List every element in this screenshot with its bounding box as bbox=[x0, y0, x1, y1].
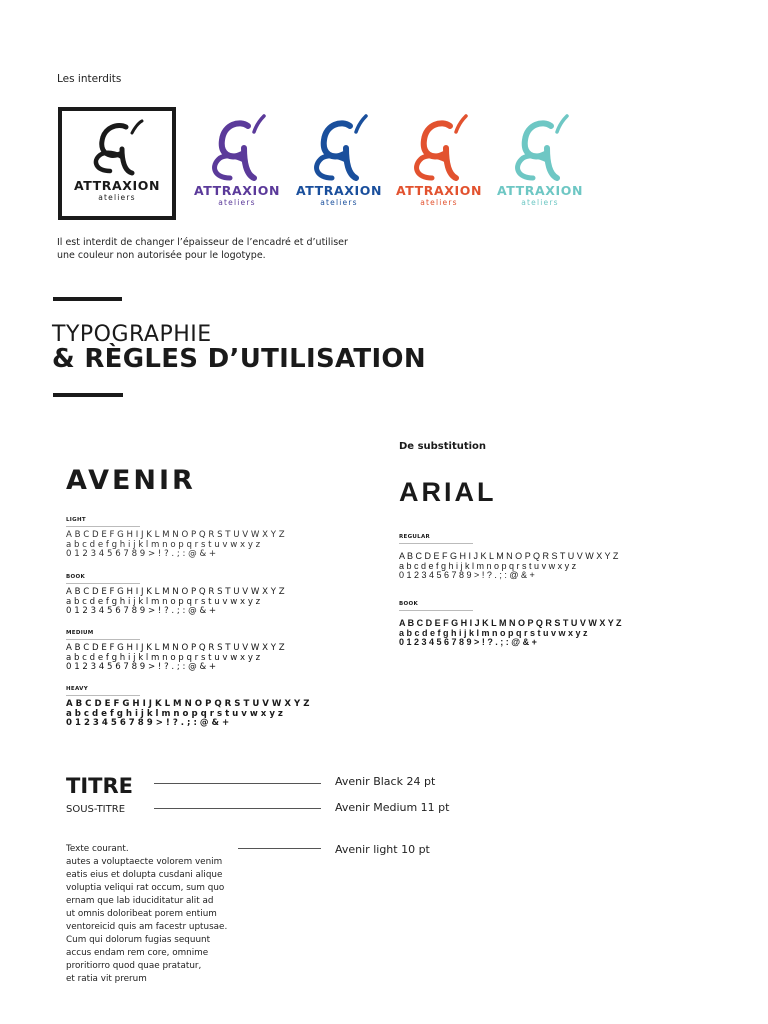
body-line: voluptia veliqui rat occum, sum quo bbox=[66, 883, 225, 893]
weight-label: MEDIUM bbox=[66, 629, 140, 640]
logo-teal bbox=[490, 112, 590, 207]
titre-leader-line bbox=[154, 783, 321, 784]
body-line: Texte courant. bbox=[66, 844, 129, 854]
sous-titre-spec: Avenir Medium 11 pt bbox=[335, 801, 450, 814]
specimen-digits: 0 1 2 3 4 5 6 7 8 9 > ! ? . ; : @ & + bbox=[399, 570, 535, 580]
interdits-rule-text bbox=[57, 236, 387, 262]
specimen-arial-regular bbox=[399, 533, 618, 581]
titre-spec: Avenir Black 24 pt bbox=[335, 775, 436, 788]
logo-a-icon bbox=[82, 119, 152, 177]
body-line: proritiorro quod quae pratatur, bbox=[66, 961, 202, 971]
body-line: autes a voluptaecte volorem venim bbox=[66, 857, 223, 867]
specimen-upper: A B C D E F G H I J K L M N O P Q R S T U V W X Y Z bbox=[399, 551, 619, 561]
specimen-digits: 0 1 2 3 4 5 6 7 8 9 > ! ? . ; : @ & + bbox=[66, 718, 230, 728]
sous-titre-leader-line bbox=[154, 808, 321, 809]
logo-purple bbox=[187, 112, 287, 207]
specimen-lower: a b c d e f g h i j k l m n o p q r s t u v w x y z bbox=[66, 539, 261, 550]
specimen-upper: A B C D E F G H I J K L M N O P Q R S T U V W X Y Z bbox=[399, 618, 622, 628]
logo-sub-text: ateliers bbox=[320, 198, 358, 207]
body-line: eatis eius et dolupta cusdani alique bbox=[66, 870, 223, 880]
weight-label: LIGHT bbox=[66, 516, 140, 527]
logo-boxed-black bbox=[58, 107, 176, 220]
body-line: Cum qui dolorum fugias sequunt bbox=[66, 935, 211, 945]
specimen-lower: a b c d e f g h i j k l m n o p q r s t u v w x y z bbox=[399, 560, 577, 571]
logo-sub-text: ateliers bbox=[218, 198, 256, 207]
section-label-interdits: Les interdits bbox=[57, 73, 122, 85]
specimen-digits: 0 1 2 3 4 5 6 7 8 9 > ! ? . ; : @ & + bbox=[66, 662, 217, 672]
specimen-digits: 0 1 2 3 4 5 6 7 8 9 > ! ? . ; : @ & + bbox=[66, 606, 217, 616]
body-leader-line bbox=[238, 848, 321, 849]
sample-titre: TITRE bbox=[66, 774, 133, 798]
logo-brand-text: ATTRAXION bbox=[496, 183, 584, 198]
specimen-arial-book bbox=[399, 600, 622, 648]
weight-label: REGULAR bbox=[399, 533, 473, 544]
specimen-digits: 0 1 2 3 4 5 6 7 8 9 > ! ? . ; : @ & + bbox=[66, 549, 217, 559]
logo-brand-text: ATTRAXION bbox=[295, 183, 383, 198]
sample-sous-titre: SOUS-TITRE bbox=[66, 804, 126, 815]
body-line: ventoreicid quis am facestr uptusae. bbox=[66, 922, 228, 932]
logo-sub-text: ateliers bbox=[98, 193, 136, 202]
logo-a-icon bbox=[304, 112, 374, 182]
specimen-upper: A B C D E F G H I J K L M N O P Q R S T U V W X Y Z bbox=[66, 530, 285, 540]
weight-label: BOOK bbox=[66, 573, 140, 584]
specimen-avenir-book bbox=[66, 573, 285, 617]
logo-sub-text: ateliers bbox=[521, 198, 559, 207]
specimen-digits: 0 1 2 3 4 5 6 7 8 9 > ! ? . ; : @ & + bbox=[399, 637, 537, 647]
heading-line-1: TYPOGRAPHIE bbox=[52, 322, 212, 347]
heading-bar-bottom bbox=[53, 393, 123, 397]
body-line: ut omnis doloribeat porem entium bbox=[66, 909, 217, 919]
body-line: accus endam rem core, omnime bbox=[66, 948, 209, 958]
logo-brand-text: ATTRAXION bbox=[73, 178, 161, 193]
substitution-label: De substitution bbox=[399, 441, 487, 452]
weight-label: HEAVY bbox=[66, 685, 140, 696]
logo-sub-text: ateliers bbox=[420, 198, 458, 207]
specimen-avenir-heavy bbox=[66, 685, 309, 729]
heading-bar-top bbox=[53, 297, 122, 301]
logo-brand-text: ATTRAXION bbox=[395, 183, 483, 198]
body-spec: Avenir light 10 pt bbox=[335, 843, 430, 856]
rule-text-line: Il est interdit de changer l’épaisseur de l’encadré et d’utiliser bbox=[57, 237, 348, 248]
logo-a-icon bbox=[404, 112, 474, 182]
specimen-lower: a b c d e f g h i j k l m n o p q r s t u v w x y z bbox=[66, 708, 283, 719]
specimen-upper: A B C D E F G H I J K L M N O P Q R S T U V W X Y Z bbox=[66, 587, 285, 597]
heading-line-2: & RÈGLES D’UTILISATION bbox=[52, 344, 426, 374]
specimen-lower: a b c d e f g h i j k l m n o p q r s t u v w x y z bbox=[66, 652, 261, 663]
logo-brand-text: ATTRAXION bbox=[193, 183, 281, 198]
primary-font-name: AVENIR bbox=[66, 465, 196, 496]
specimen-avenir-light bbox=[66, 516, 285, 560]
sample-body-text bbox=[66, 843, 246, 986]
logo-blue bbox=[289, 112, 389, 207]
weight-label: BOOK bbox=[399, 600, 473, 611]
logo-orange bbox=[389, 112, 489, 207]
specimen-lower: a b c d e f g h i j k l m n o p q r s t u v w x y z bbox=[399, 627, 588, 638]
specimen-upper: A B C D E F G H I J K L M N O P Q R S T U V W X Y Z bbox=[66, 643, 285, 653]
specimen-upper: A B C D E F G H I J K L M N O P Q R S T U V W X Y Z bbox=[66, 699, 310, 709]
rule-text-line: une couleur non autorisée pour le logotype. bbox=[57, 250, 266, 261]
logo-a-icon bbox=[505, 112, 575, 182]
body-line: ernam que lab iduciditatur alit ad bbox=[66, 896, 214, 906]
logo-a-icon bbox=[202, 112, 272, 182]
specimen-avenir-medium bbox=[66, 629, 285, 673]
body-line: et ratia vit prerum bbox=[66, 974, 147, 984]
specimen-lower: a b c d e f g h i j k l m n o p q r s t u v w x y z bbox=[66, 596, 261, 607]
substitution-font-name: ARIAL bbox=[399, 477, 497, 507]
